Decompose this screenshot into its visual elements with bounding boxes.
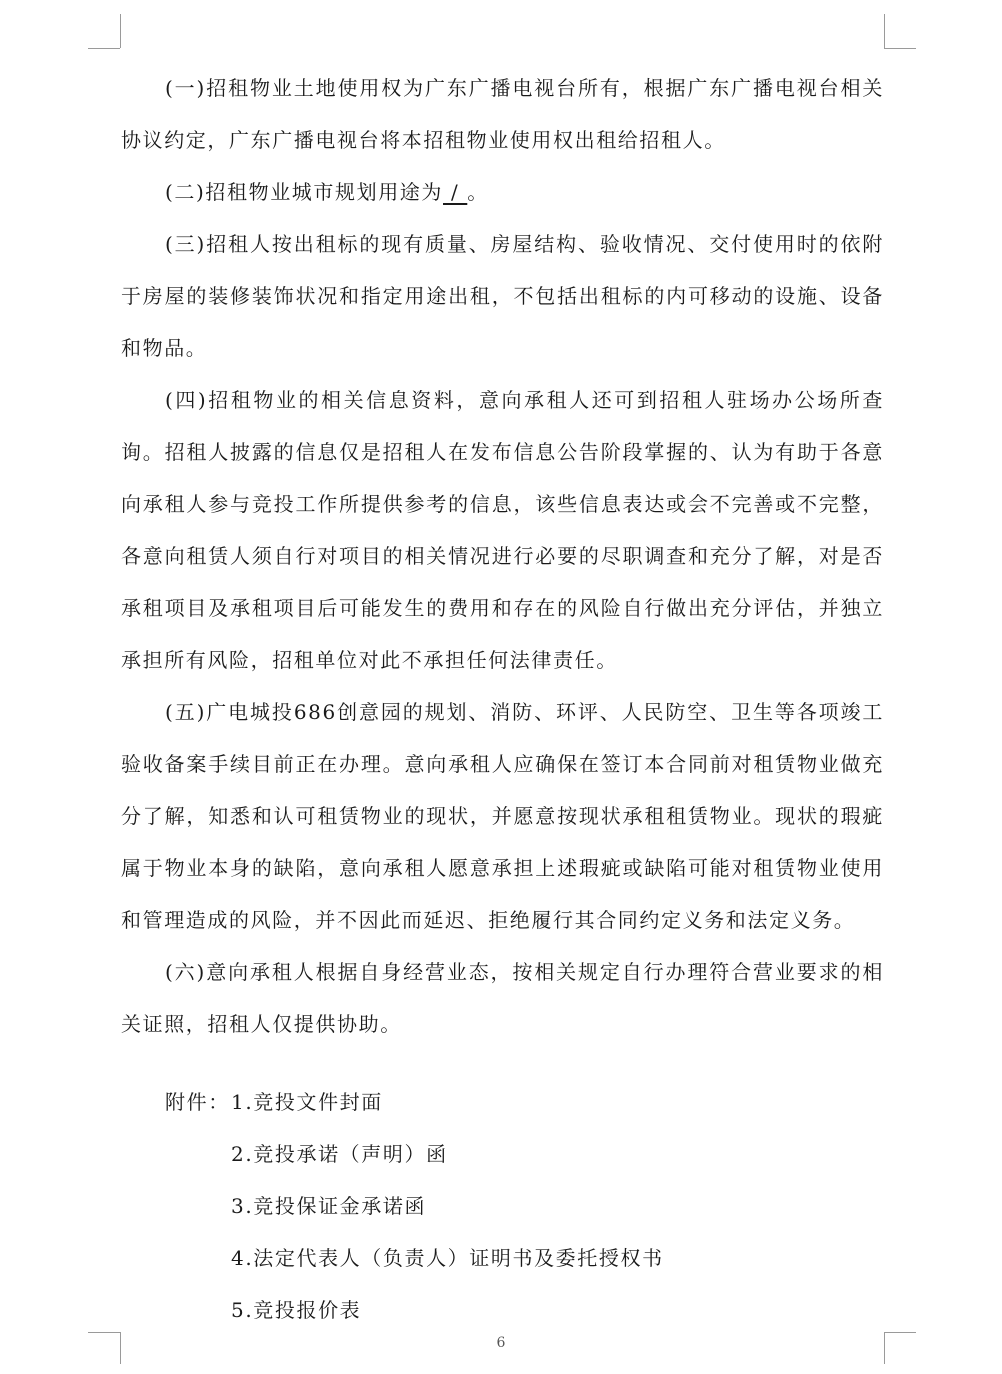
paragraph-4: (四)招租物业的相关信息资料，意向承租人还可到招租人驻场办公场所查询。招租人披露的信息仅是招租人在发布信息公告阶段掌握的、认为有助于各意向承租人参与竞投工作所提供参考的信息，该些信息表达或会不完善或不完整，各意向租赁人须自行对项目的相关情况进行必要的尽职调查和充分了解，对是否承租项目及承租项目后可能发生的费用和存在的风险自行做出充分评估，并独立承担所有风险，招租单位对此不承担任何法律责任。 xyxy=(121,388,884,672)
paragraph-3: (三)招租人按出租标的现有质量、房屋结构、验收情况、交付使用时的依附于房屋的装修装饰状况和指定用途出租，不包括出租标的内可移动的设施、设备和物品。 xyxy=(121,232,884,360)
corner-mark-top-right xyxy=(884,14,885,48)
attachment-item xyxy=(165,1232,664,1284)
attachment-item xyxy=(165,1076,664,1128)
corner-mark-top-left xyxy=(88,48,120,49)
attachment-item xyxy=(165,1180,664,1232)
attachment-item xyxy=(165,1128,664,1180)
document-body xyxy=(121,62,884,1050)
corner-mark-top-left xyxy=(120,14,121,48)
attachment-item-label: 1.竞投文件封面 xyxy=(231,1090,383,1114)
attachment-item-label: 3.竞投保证金承诺函 xyxy=(231,1194,427,1218)
attachment-item xyxy=(165,1284,664,1336)
corner-mark-bottom-right xyxy=(884,1332,916,1333)
paragraph-1: (一)招租物业土地使用权为广东广播电视台所有，根据广东广播电视台相关协议约定，广东广播电视台将本招租物业使用权出租给招租人。 xyxy=(121,76,884,152)
paragraph-2-end: 。 xyxy=(467,180,489,204)
attachment-item-label: 4.法定代表人（负责人）证明书及委托授权书 xyxy=(231,1246,664,1270)
attachment-item-label: 5.竞投报价表 xyxy=(231,1298,362,1322)
corner-mark-top-right xyxy=(884,48,916,49)
corner-mark-bottom-left xyxy=(88,1332,120,1333)
paragraph-5: (五)广电城投686创意园的规划、消防、环评、人民防空、卫生等各项竣工验收备案手续目前正在办理。意向承租人应确保在签订本合同前对租赁物业做充分了解，知悉和认可租赁物业的现状，并愿意按现状承租租赁物业。现状的瑕疵属于物业本身的缺陷，意向承租人愿意承担上述瑕疵或缺陷可能对租赁物业使用和管理造成的风险，并不因此而延迟、拒绝履行其合同约定义务和法定义务。 xyxy=(121,700,884,932)
paragraph-2 xyxy=(121,166,884,218)
attachments-list xyxy=(165,1076,664,1336)
planning-use-blank: / xyxy=(443,180,468,204)
page-number: 6 xyxy=(496,1335,506,1351)
paragraph-2-text: (二)招租物业城市规划用途为 xyxy=(165,180,444,204)
attachment-item-label: 2.竞投承诺（声明）函 xyxy=(231,1142,448,1166)
attachments-label: 附件： xyxy=(165,1090,230,1114)
paragraph-6: (六)意向承租人根据自身经营业态，按相关规定自行办理符合营业要求的相关证照，招租人仅提供协助。 xyxy=(121,960,884,1036)
